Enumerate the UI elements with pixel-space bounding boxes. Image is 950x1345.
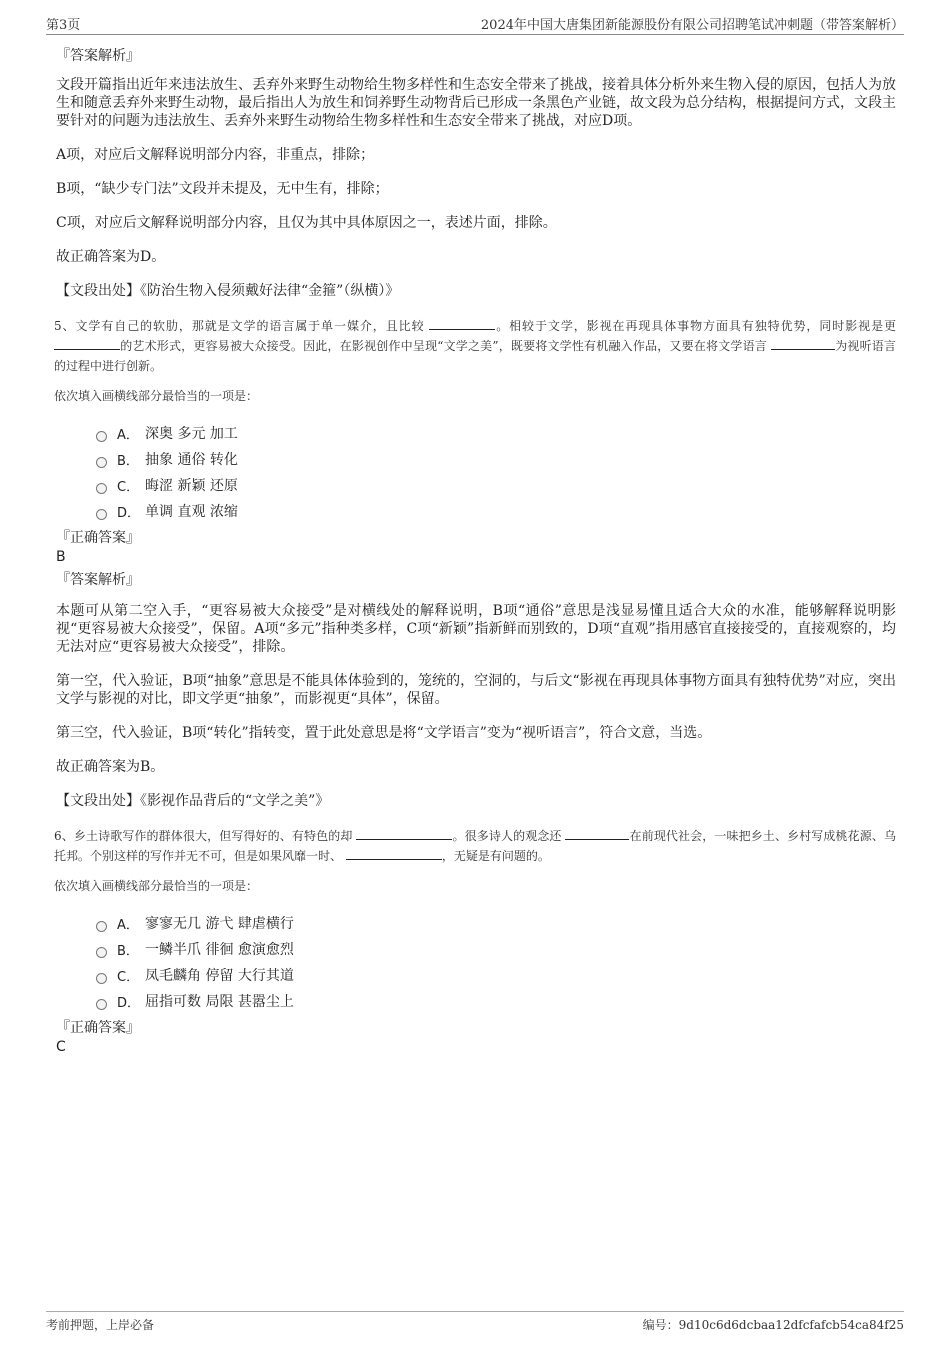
question-5-options bbox=[96, 420, 896, 524]
question-5-prompt: 依次填入画横线部分最恰当的一项是： bbox=[54, 389, 259, 403]
analysis-label: 『答案解析』 bbox=[56, 572, 140, 588]
page-footer bbox=[46, 1311, 904, 1340]
option-c[interactable]: C． 凤毛麟角 停留 大行其道 bbox=[96, 962, 896, 988]
analysis-paragraph: 故正确答案为B。 bbox=[56, 759, 165, 775]
radio-circle-icon[interactable] bbox=[96, 947, 107, 958]
question-6-options bbox=[96, 910, 896, 1014]
fill-blank bbox=[346, 847, 442, 860]
analysis-paragraph: 文段开篇指出近年来违法放生、丢弃外来野生动物给生物多样性和生态安全带来了挑战，接着具体分析外来生物入侵的原因，包括人为放生和随意丢弃外来野生动物，最后指出人为放生和饲养野生动物背后已形成一条黑色产业链，故文段为总分结构，根据提问方式，文段主要针对的问题为违法放生、丢弃外来野生动物给生物多样性和生态安全带来了挑战，对应D项。 bbox=[56, 77, 896, 129]
radio-circle-icon[interactable] bbox=[96, 483, 107, 494]
option-a[interactable]: A． 深奥 多元 加工 bbox=[96, 420, 896, 446]
radio-circle-icon[interactable] bbox=[96, 999, 107, 1010]
radio-circle-icon[interactable] bbox=[96, 431, 107, 442]
question-5-stem: 5、文学有自己的软肋，那就是文学的语言属于单一媒介，且比较 。相较于文学，影视在再现具体事物方面具有独特优势，同时影视是更 的艺术形式，更容易被大众接受。因此，在影视创作中呈现“文学之美”，既要将文学性有机融入作品，又要在将文学语言 为视听语言的过程中进行创新。 bbox=[54, 319, 896, 373]
correct-answer-label: 『正确答案』 bbox=[56, 530, 140, 546]
fill-blank bbox=[356, 827, 452, 840]
fill-blank bbox=[429, 317, 495, 330]
page-content bbox=[56, 46, 896, 1060]
question-6-stem: 6、乡土诗歌写作的群体很大，但写得好的、有特色的却 。很多诗人的观念还 在前现代社会，一味把乡土、乡村写成桃花源、乌托邦。个别这样的写作并无不可，但是如果风靡一时、 ，无疑是有问题的。 bbox=[54, 829, 896, 863]
option-c[interactable]: C． 晦涩 新颖 还原 bbox=[96, 472, 896, 498]
radio-circle-icon[interactable] bbox=[96, 457, 107, 468]
analysis-paragraph: C项，对应后文解释说明部分内容，且仅为其中具体原因之一，表述片面，排除。 bbox=[56, 215, 557, 231]
fill-blank bbox=[54, 337, 120, 350]
source-citation: 【文段出处】《影视作品背后的“文学之美”》 bbox=[56, 793, 330, 809]
option-d[interactable]: D． 屈指可数 局限 甚嚣尘上 bbox=[96, 988, 896, 1014]
option-a[interactable]: A． 寥寥无几 游弋 肆虐横行 bbox=[96, 910, 896, 936]
radio-circle-icon[interactable] bbox=[96, 973, 107, 984]
radio-circle-icon[interactable] bbox=[96, 921, 107, 932]
source-citation: 【文段出处】《防治生物入侵须戴好法律“金箍”（纵横）》 bbox=[56, 283, 400, 299]
document-id: 编号：9d10c6d6dcbaa12dfcfafcb54ca84f25 bbox=[642, 1318, 904, 1332]
correct-answer-label: 『正确答案』 bbox=[56, 1020, 140, 1036]
analysis-paragraph: A项，对应后文解释说明部分内容，非重点，排除； bbox=[56, 147, 375, 163]
radio-circle-icon[interactable] bbox=[96, 509, 107, 520]
analysis-paragraph: 第一空，代入验证，B项“抽象”意思是不能具体体验到的，笼统的，空洞的，与后文“影视在再现具体事物方面具有独特优势”对应，突出文学与影视的对比，即文学更“抽象”，而影视更“具体”，保留。 bbox=[56, 673, 896, 707]
correct-answer: C bbox=[56, 1039, 66, 1055]
footer-slogan: 考前押题，上岸必备 bbox=[46, 1318, 155, 1332]
page-header bbox=[46, 14, 904, 35]
analysis-paragraph: 本题可从第二空入手，“更容易被大众接受”是对横线处的解释说明，B项“通俗”意思是浅显易懂且适合大众的水准，能够解释说明影视“更容易被大众接受”，保留。A项“多元”指种类多样，C项“新颖”指新鲜而别致的，D项“直观”指用感官直接接受的，直接观察的，均无法对应“更容易被大众接受”，排除。 bbox=[56, 603, 896, 655]
option-b[interactable]: B． 抽象 通俗 转化 bbox=[96, 446, 896, 472]
fill-blank bbox=[771, 337, 835, 350]
analysis-paragraph: 第三空，代入验证，B项“转化”指转变，置于此处意思是将“文学语言”变为“视听语言”，符合文意，当选。 bbox=[56, 725, 712, 741]
question-6-prompt: 依次填入画横线部分最恰当的一项是： bbox=[54, 879, 259, 893]
document-title: 2024年中国大唐集团新能源股份有限公司招聘笔试冲刺题（带答案解析） bbox=[480, 18, 904, 33]
option-b[interactable]: B． 一鳞半爪 徘徊 愈演愈烈 bbox=[96, 936, 896, 962]
correct-answer: B bbox=[56, 549, 66, 565]
page-number: 第3页 bbox=[46, 18, 81, 33]
analysis-paragraph: B项，“缺少专门法”文段并未提及，无中生有，排除； bbox=[56, 181, 389, 197]
analysis-label: 『答案解析』 bbox=[56, 48, 140, 64]
analysis-paragraph: 故正确答案为D。 bbox=[56, 249, 166, 265]
option-d[interactable]: D． 单调 直观 浓缩 bbox=[96, 498, 896, 524]
fill-blank bbox=[565, 827, 629, 840]
